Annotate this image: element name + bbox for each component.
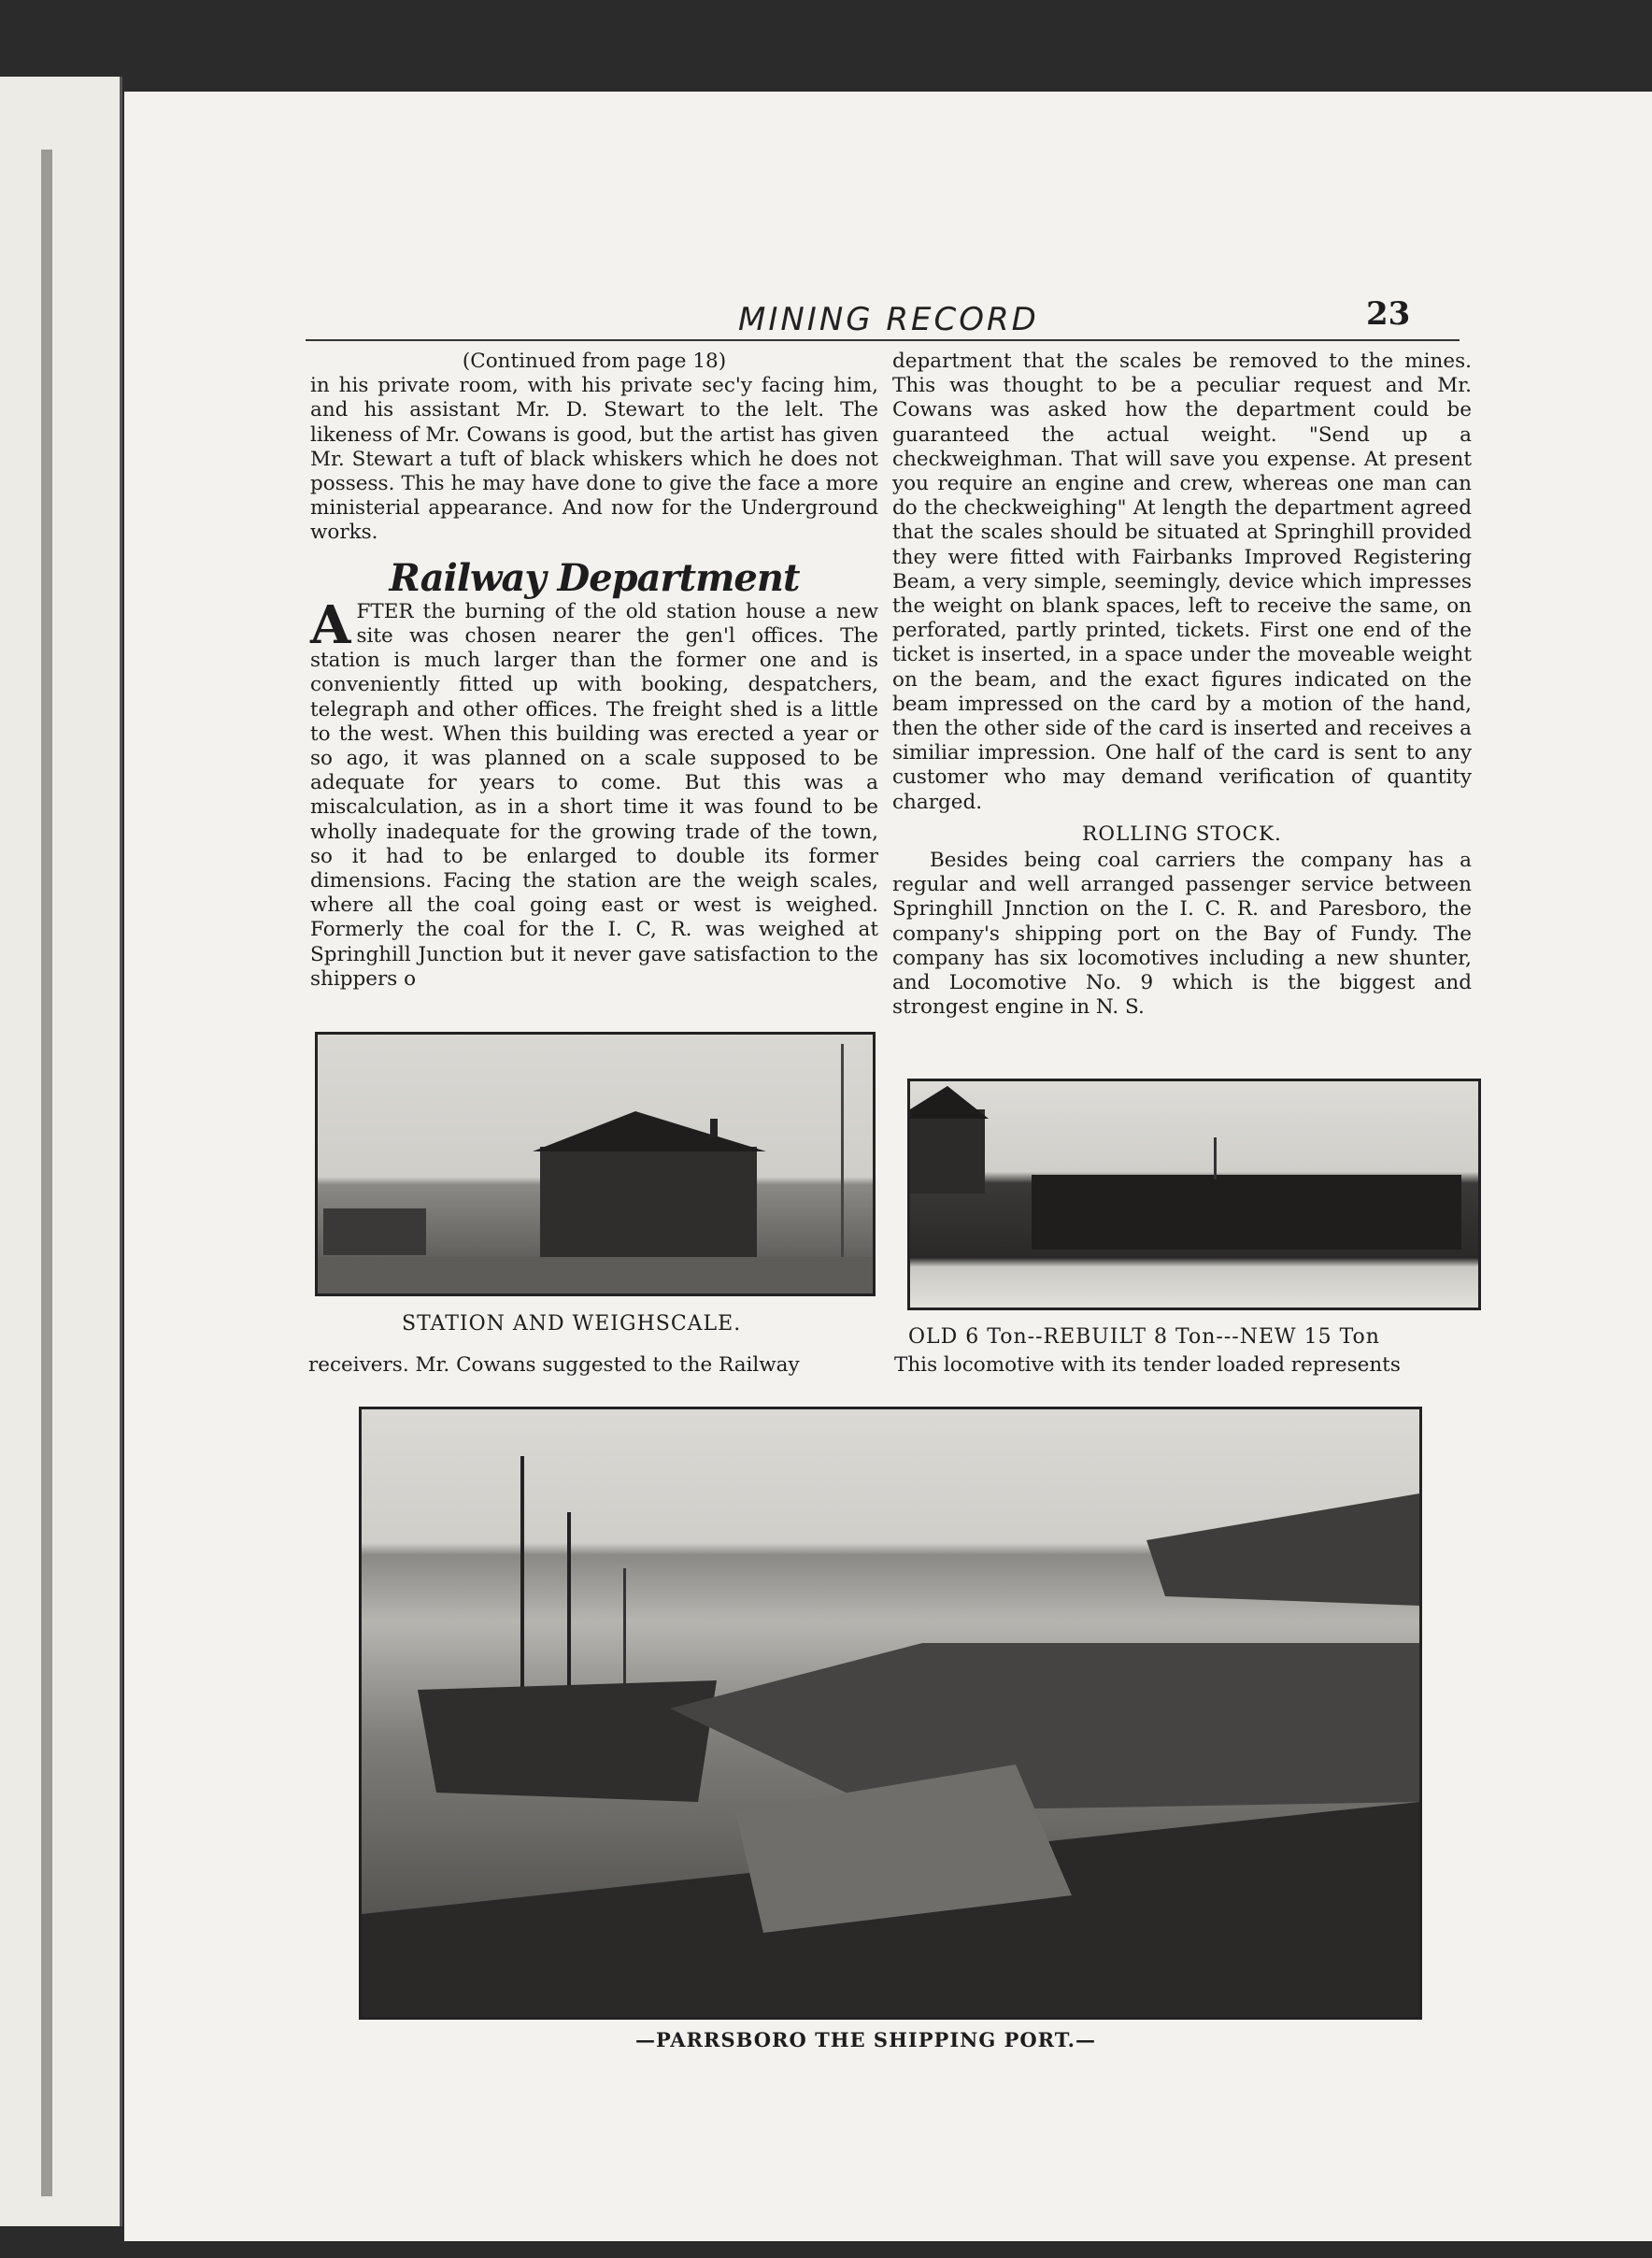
harbor-illustration [362,1409,1419,2017]
continued-note: (Continued from page 18) [462,350,727,373]
station-illustration [318,1035,873,1293]
parrsboro-caption: —PARRSBORO THE SHIPPING PORT.— [635,2028,1096,2051]
right-text-column [892,350,1472,1020]
left-paragraph-2 [310,593,878,992]
left-paragraph-1: in his private room, with his private sec'y facing him, and his assistant Mr. D. Stewart to the lelt. The likeness of Mr. Cowans is good, but the artist has given Mr. Stewart a tuft of black whiskers which he does not possess. This he may have done to give the face a more ministerial appearance. And now for the Underground works. [310,374,878,545]
left-continuation: receivers. Mr. Cowans suggested to the Railway [308,1353,800,1377]
left-text-column [310,350,878,992]
drop-cap: A [310,593,351,656]
station-photo [315,1032,876,1296]
header-rule [306,339,1460,341]
right-paragraph-2: Besides being coal carriers the company has a regular and well arranged passenger service between Springhill Jnnction on the I. C. R. and Paresboro, the company's shipping port on the Bay of Fundy. The company has six locomotives including a new shunter, and Locomotive No. 9 which is the biggest and strongest engine in N. S. [892,849,1472,1020]
left-paragraph-2-text: FTER the burning of the old station house a new site was chosen nearer the gen'l offices. The station is much larger than the former one and is conveniently fitted up with booking, despatchers, telegraph and other offices. The freight shed is a little to the west. When this building was erected a year or so ago, it was planned on a scale supposed to be adequate for years to come. But this was a miscalculation, as in a short time it was found to be wholly inadequate for the growing trade of the town, so it had to be enlarged to double its former dimensions. Facing the station are the weigh scales, where all the coal going east or west is weighed. Formerly the coal for the I. C, R. was weighed at Springhill Junction but it never gave satisfaction to the shippers o [310,599,878,991]
running-title: MINING RECORD [738,301,1039,338]
locomotive-illustration [910,1081,1478,1308]
rolling-stock-subhead: ROLLING STOCK. [1082,822,1282,846]
right-paragraph-1: department that the scales be removed to the mines. This was thought to be a peculiar request and Mr. Cowans was asked how the department could be guaranteed the actual weight. "Send up a checkweighman. That will save you expense. At present you require an engine and crew, whereas one man can do the checkweighing" At length the department agreed that the scales should be situated at Springhill provided they were fitted with Fairbanks Improved Registering Beam, a very simple, seemingly, device which impresses the weight on blank spaces, left to receive the same, on perforated, partly printed, tickets. First one end of the ticket is inserted, in a space under the moveable weight on the beam, and the exact figures indicated on the beam impressed on the card by a motion of the hand, then the other side of the card is inserted and receives a similiar impression. One half of the card is sent to any customer who may demand verification of quantity charged. [892,350,1472,814]
locomotive-caption: OLD 6 Ton--REBUILT 8 Ton---NEW 15 Ton [908,1325,1380,1349]
right-continuation: This locomotive with its tender loaded represents [894,1353,1401,1377]
station-caption: STATION AND WEIGHSCALE. [402,1312,742,1336]
locomotive-photo [907,1079,1481,1310]
parrsboro-photo [359,1407,1422,2020]
page-number: 23 [1366,295,1411,333]
section-title: Railway Department [389,555,800,600]
